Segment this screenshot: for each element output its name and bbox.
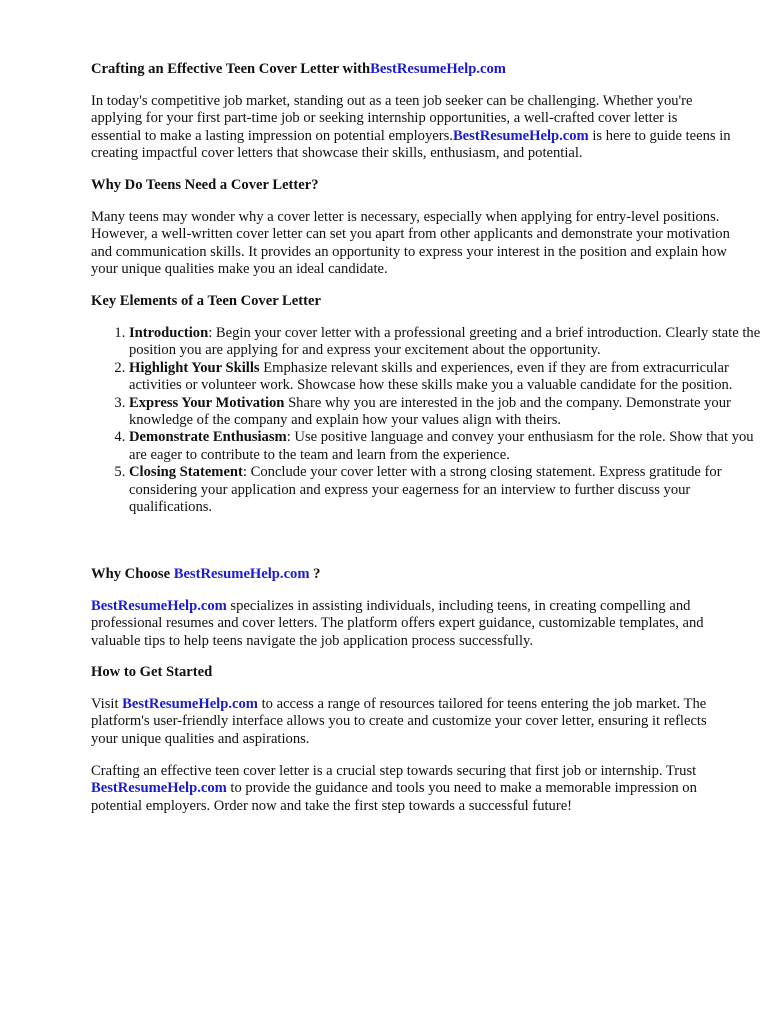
get-started-heading: How to Get Started bbox=[91, 664, 213, 680]
get-started-link[interactable]: BestResumeHelp.com bbox=[122, 696, 258, 712]
list-item-label: Closing Statement bbox=[129, 464, 243, 481]
list-item-text: : Begin your cover letter with a professional greeting and a brief introduction. Clearly state the position you are applying for and express your excitement about the opportunity. bbox=[129, 325, 761, 359]
intro-text: In today's competitive job market, standing out as a teen job seeker can be challenging. Whether you're applying for your first part-time job or seeking internship opportunities, a well-crafted cover letter is essential to make a lasting impression on potential employers. bbox=[91, 93, 693, 144]
why-choose-heading-link[interactable]: BestResumeHelp.com bbox=[173, 566, 310, 582]
why-choose-paragraph bbox=[91, 598, 731, 650]
closing-link[interactable]: BestResumeHelp.com bbox=[91, 780, 227, 797]
why-choose-body-link[interactable]: BestResumeHelp.com bbox=[91, 598, 227, 614]
list-item-label: Introduction bbox=[129, 325, 209, 341]
list-item-text: Share why you are interested in the job and the company. Demonstrate your knowledge of the company and explain how your values align with theirs. bbox=[129, 394, 731, 429]
why-choose-heading bbox=[91, 566, 731, 583]
closing-text-end: to provide the guidance and tools you need to make a memorable impression on potential employers. Order now and take the first step towards a successful future! bbox=[91, 780, 697, 814]
closing-text: Crafting an effective teen cover letter is a crucial step towards securing that first job or internship. Trust bbox=[91, 763, 697, 779]
title-link[interactable]: BestResumeHelp.com bbox=[370, 61, 506, 77]
why-need-paragraph: Many teens may wonder why a cover letter is necessary, especially when applying for entry-level positions. However, a well-written cover letter can set you apart from other applicants and demonstrate your motivation and communication skills. It provides an opportunity to express your interest in the position and explain how your unique qualities make you an ideal candidate. bbox=[91, 209, 730, 278]
get-started-text: to access a range of resources tailored for teens entering the job market. The platform's user-friendly interface allows you to create and customize your cover letter, ensuring it reflects your unique qualities and aspirations. bbox=[91, 696, 707, 747]
list-item bbox=[129, 325, 768, 360]
document-title bbox=[91, 61, 731, 78]
why-choose-heading-text: Why Choose bbox=[91, 566, 174, 582]
list-item-text: : Use positive language and convey your enthusiasm for the role. Show that you are eager to contribute to the team and learn from the experience. bbox=[129, 429, 754, 463]
why-choose-heading-suffix: ? bbox=[309, 566, 321, 582]
why-need-heading: Why Do Teens Need a Cover Letter? bbox=[91, 177, 319, 193]
intro-paragraph bbox=[91, 93, 731, 163]
get-started-paragraph bbox=[91, 696, 731, 748]
list-item-text: Emphasize relevant skills and experiences, even if they are from extracurricular activities or volunteer work. Showcase how these skills make you a valuable candidate for the position. bbox=[129, 359, 733, 394]
list-item bbox=[129, 360, 768, 395]
intro-link[interactable]: BestResumeHelp.com bbox=[452, 127, 589, 144]
get-started-text-prefix: Visit bbox=[91, 696, 123, 712]
key-elements-heading: Key Elements of a Teen Cover Letter bbox=[91, 293, 321, 309]
title-text: Crafting an Effective Teen Cover Letter with bbox=[91, 61, 371, 77]
intro-text-end: is here to guide teens in creating impactful cover letters that showcase their skills, enthusiasm, and potential. bbox=[91, 127, 731, 162]
why-choose-body-text: specializes in assisting individuals, including teens, in creating compelling and professional resumes and cover letters. The platform offers expert guidance, customizable templates, and valuable tips to help teens navigate the job application process successfully. bbox=[91, 598, 704, 649]
key-elements-list bbox=[91, 325, 768, 516]
list-item bbox=[129, 395, 768, 430]
closing-paragraph bbox=[91, 763, 731, 815]
list-item bbox=[129, 429, 768, 464]
list-item-label: Demonstrate Enthusiasm bbox=[129, 429, 287, 446]
list-item-label: Express Your Motivation bbox=[129, 394, 285, 411]
list-item-label: Highlight Your Skills bbox=[129, 359, 260, 376]
list-item bbox=[129, 464, 768, 516]
list-item-text: : Conclude your cover letter with a strong closing statement. Express gratitude for considering your application and express your eagerness for an interview to further discuss your qualifications. bbox=[129, 464, 722, 516]
